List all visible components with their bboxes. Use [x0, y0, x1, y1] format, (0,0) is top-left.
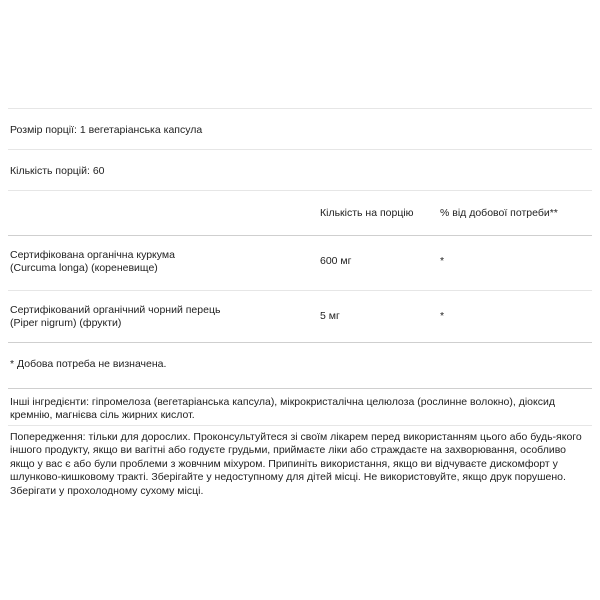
ingredient-name: Сертифікований органічний чорний перець	[10, 304, 221, 316]
ingredient-amount: 600 мг	[320, 255, 352, 267]
ingredient-daily-value: *	[440, 310, 445, 322]
divider	[8, 190, 592, 191]
ingredient-name: Сертифікована органічна куркума	[10, 249, 175, 261]
divider	[8, 388, 592, 389]
divider	[8, 342, 592, 343]
warning-text: Попередження: тільки для дорослих. Проконсультуйтеся зі своїм лікарем перед використанням цього або будь-якого іншого продукту, якщо ви вагітні або годуєте грудьми, приймаєте ліки або страждаєте на захворювання, особливо якщо у вас є або були проблеми з жовчним міхуром. Припиніть використання, якщо ви відчуваєте дискомфорт у шлунково-кишковому тракті. Зберігайте у недоступному для дітей місці. Не використовуйте, якщо друк порушено. Зберігати у прохолодному сухому місці.	[10, 431, 582, 497]
divider	[8, 235, 592, 236]
ingredient-amount: 5 мг	[320, 310, 340, 322]
serving-size: Розмір порції: 1 вегетаріанська капсула	[10, 124, 203, 136]
daily-value-header: % від добової потреби**	[440, 207, 558, 219]
servings-per-container: Кількість порцій: 60	[10, 165, 105, 177]
divider	[8, 290, 592, 291]
ingredient-daily-value: *	[440, 255, 445, 267]
divider	[8, 149, 592, 150]
divider	[8, 425, 592, 426]
footnote: * Добова потреба не визначена.	[10, 358, 167, 370]
divider	[8, 108, 592, 109]
ingredient-name: (Curcuma longa) (кореневище)	[10, 262, 158, 274]
amount-header: Кількість на порцію	[320, 207, 414, 219]
other-ingredients: Інші інгредієнти: гіпромелоза (вегетаріанська капсула), мікрокристалічна целюлоза (рослинне волокно), діоксид кремнію, магнієва сіль жирних кислот.	[10, 396, 555, 422]
ingredient-name: (Piper nigrum) (фрукти)	[10, 317, 122, 329]
